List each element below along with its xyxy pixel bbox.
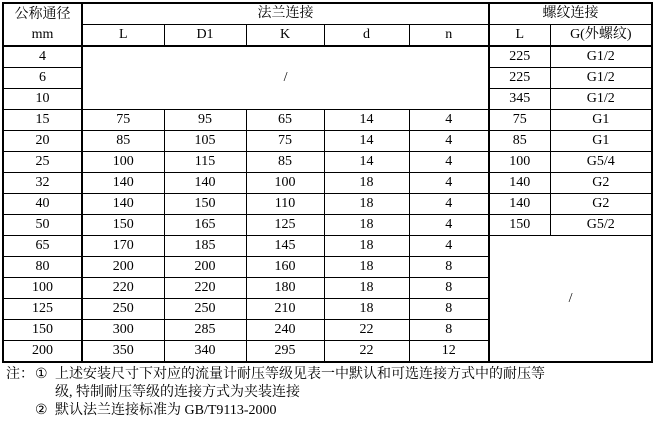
cell-flange-D1: 185: [164, 236, 246, 257]
cell-flange-d: 22: [324, 320, 409, 341]
flange-na-cell: /: [82, 46, 489, 110]
table-row: [3, 110, 652, 131]
cell-flange-d: 18: [324, 236, 409, 257]
cell-flange-d: 18: [324, 194, 409, 215]
cell-flange-K: 85: [246, 152, 324, 173]
subheader-flange-D1: D1: [164, 25, 246, 47]
cell-dn: 125: [3, 299, 82, 320]
note-item-2: [6, 402, 653, 420]
cell-dn: 25: [3, 152, 82, 173]
header-row-groups: [3, 3, 652, 25]
cell-thread-L: 100: [489, 152, 550, 173]
cell-thread-L: 225: [489, 68, 550, 89]
cell-thread-G: G2: [550, 173, 652, 194]
cell-flange-n: 8: [409, 278, 489, 299]
note-item-1: [6, 366, 653, 402]
cell-flange-d: 18: [324, 257, 409, 278]
cell-thread-L: 140: [489, 173, 550, 194]
cell-flange-D1: 200: [164, 257, 246, 278]
subheader-flange-K: K: [246, 25, 324, 47]
cell-flange-d: 18: [324, 278, 409, 299]
cell-flange-n: 8: [409, 299, 489, 320]
cell-flange-K: 160: [246, 257, 324, 278]
note-marker-1: ①: [35, 367, 48, 382]
nominal-diameter-unit: mm: [31, 26, 54, 42]
cell-flange-d: 22: [324, 341, 409, 363]
cell-flange-L: 350: [82, 341, 164, 363]
cell-flange-L: 250: [82, 299, 164, 320]
cell-flange-D1: 165: [164, 215, 246, 236]
header-flange-group: 法兰连接: [82, 3, 489, 25]
cell-flange-D1: 105: [164, 131, 246, 152]
cell-dn: 200: [3, 341, 82, 363]
subheader-flange-L: L: [82, 25, 164, 47]
cell-thread-G: G1: [550, 110, 652, 131]
cell-flange-d: 14: [324, 152, 409, 173]
table-row: [3, 236, 652, 257]
cell-thread-G: G1/2: [550, 46, 652, 68]
cell-flange-n: 8: [409, 320, 489, 341]
cell-flange-n: 4: [409, 110, 489, 131]
cell-flange-n: 4: [409, 215, 489, 236]
cell-thread-G: G5/2: [550, 215, 652, 236]
cell-flange-L: 200: [82, 257, 164, 278]
cell-flange-n: 4: [409, 131, 489, 152]
cell-flange-L: 75: [82, 110, 164, 131]
cell-thread-G: G5/4: [550, 152, 652, 173]
cell-flange-n: 4: [409, 194, 489, 215]
cell-thread-L: 140: [489, 194, 550, 215]
cell-flange-L: 140: [82, 173, 164, 194]
cell-flange-d: 18: [324, 173, 409, 194]
cell-flange-d: 14: [324, 131, 409, 152]
cell-flange-K: 125: [246, 215, 324, 236]
cell-flange-K: 100: [246, 173, 324, 194]
cell-flange-D1: 220: [164, 278, 246, 299]
cell-flange-n: 12: [409, 341, 489, 363]
cell-dn: 6: [3, 68, 82, 89]
cell-flange-K: 240: [246, 320, 324, 341]
cell-flange-d: 18: [324, 299, 409, 320]
cell-flange-K: 295: [246, 341, 324, 363]
cell-flange-L: 150: [82, 215, 164, 236]
note-text-2: [55, 402, 653, 420]
cell-flange-L: 170: [82, 236, 164, 257]
note-text-1: [55, 366, 653, 402]
note-marker-2: ②: [35, 403, 48, 418]
cell-thread-L: 345: [489, 89, 550, 110]
cell-dn: 50: [3, 215, 82, 236]
cell-thread-G: G1/2: [550, 89, 652, 110]
cell-flange-d: 18: [324, 215, 409, 236]
cell-flange-K: 145: [246, 236, 324, 257]
subheader-thread-G: G(外螺纹): [550, 25, 652, 47]
cell-flange-D1: 140: [164, 173, 246, 194]
cell-flange-L: 85: [82, 131, 164, 152]
subheader-flange-n: n: [409, 25, 489, 47]
cell-thread-L: 85: [489, 131, 550, 152]
cell-thread-L: 225: [489, 46, 550, 68]
cell-flange-K: 210: [246, 299, 324, 320]
cell-flange-K: 65: [246, 110, 324, 131]
cell-flange-n: 4: [409, 152, 489, 173]
subheader-thread-L: L: [489, 25, 550, 47]
note-prefix: 注：: [6, 367, 34, 382]
table-row: [3, 215, 652, 236]
thread-na-cell: /: [489, 236, 652, 363]
note-1-line-2: 级, 特制耐压等级的连接方式为夹装连接: [55, 385, 300, 400]
table-row: [3, 46, 652, 68]
cell-thread-G: G1/2: [550, 68, 652, 89]
cell-dn: 32: [3, 173, 82, 194]
cell-flange-d: 14: [324, 110, 409, 131]
cell-dn: 80: [3, 257, 82, 278]
note-1-line-1: 上述安装尺寸下对应的流量计耐压等级见表一中默认和可选连接方式中的耐压等: [55, 367, 545, 382]
cell-flange-K: 180: [246, 278, 324, 299]
cell-flange-L: 140: [82, 194, 164, 215]
cell-dn: 65: [3, 236, 82, 257]
header-thread-group: 螺纹连接: [489, 3, 652, 25]
cell-flange-K: 110: [246, 194, 324, 215]
cell-flange-D1: 150: [164, 194, 246, 215]
cell-dn: 40: [3, 194, 82, 215]
cell-flange-L: 100: [82, 152, 164, 173]
table-row: [3, 131, 652, 152]
cell-flange-D1: 95: [164, 110, 246, 131]
cell-dn: 100: [3, 278, 82, 299]
cell-flange-n: 4: [409, 173, 489, 194]
cell-flange-D1: 115: [164, 152, 246, 173]
table-row: [3, 173, 652, 194]
cell-thread-L: 150: [489, 215, 550, 236]
table-row: [3, 194, 652, 215]
note-2-line-1: 默认法兰连接标准为 GB/T9113-2000: [55, 403, 277, 418]
subheader-flange-d: d: [324, 25, 409, 47]
cell-flange-n: 8: [409, 257, 489, 278]
cell-flange-D1: 340: [164, 341, 246, 363]
table-row: [3, 152, 652, 173]
cell-flange-K: 75: [246, 131, 324, 152]
header-row-subcolumns: [3, 25, 652, 47]
dimension-table: [2, 2, 653, 363]
cell-thread-L: 75: [489, 110, 550, 131]
notes: [2, 366, 653, 420]
cell-dn: 15: [3, 110, 82, 131]
cell-flange-n: 4: [409, 236, 489, 257]
cell-thread-G: G2: [550, 194, 652, 215]
cell-thread-G: G1: [550, 131, 652, 152]
header-nominal-diameter: [3, 3, 82, 46]
cell-dn: 10: [3, 89, 82, 110]
cell-flange-L: 220: [82, 278, 164, 299]
cell-dn: 150: [3, 320, 82, 341]
cell-flange-L: 300: [82, 320, 164, 341]
cell-dn: 4: [3, 46, 82, 68]
cell-flange-D1: 250: [164, 299, 246, 320]
nominal-diameter-title: 公称通径: [14, 6, 71, 22]
cell-dn: 20: [3, 131, 82, 152]
cell-flange-D1: 285: [164, 320, 246, 341]
